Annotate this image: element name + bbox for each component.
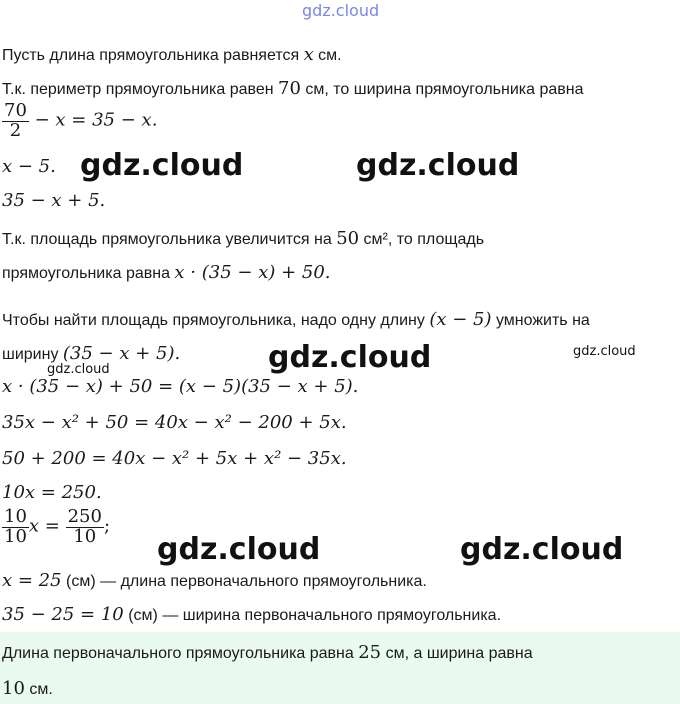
fraction-10-10 — [2, 508, 29, 547]
line-7-text: прямоугольника равна — [2, 265, 175, 282]
watermark: gdz.cloud — [80, 148, 244, 183]
fraction-denominator: 2 — [9, 119, 22, 141]
line-2 — [2, 78, 584, 99]
line-2-text: Т.к. периметр прямоугольника равен — [2, 81, 279, 98]
line-13: 10x = 250. — [2, 482, 102, 503]
line-8-text: Чтобы найти площадь прямоугольника, надо одну длину — [2, 312, 430, 329]
fraction-numerator: 250 — [67, 506, 102, 527]
line-10: x · (35 − x) + 50 = (x − 5)(35 − x + 5). — [2, 376, 359, 397]
line-7-math: x · (35 − x) + 50. — [174, 262, 331, 283]
watermark: gdz.cloud — [356, 148, 520, 183]
fraction-denominator: 10 — [73, 525, 97, 547]
answer-line-2-num: 10 — [2, 678, 25, 699]
line-6-tail: см², то площадь — [359, 231, 485, 248]
answer-line-2-tail: см. — [24, 681, 53, 698]
line-6-num: 50 — [336, 228, 360, 249]
line-12: 50 + 200 = 40x − x² + 5x + x² − 35x. — [2, 448, 347, 469]
line-1-text: Пусть длина прямоугольника равняется — [2, 47, 304, 64]
watermark-top: gdz.cloud — [302, 1, 380, 20]
line-15-math: x = 25 — [2, 570, 62, 591]
answer-line-1 — [2, 642, 533, 663]
line-14-tail: ; — [103, 515, 111, 537]
answer-line-2 — [2, 678, 53, 699]
line-14 — [2, 508, 110, 547]
answer-line-1-text: Длина первоначального прямоугольника равна — [2, 645, 359, 662]
watermark: gdz.cloud — [157, 532, 321, 567]
line-11: 35x − x² + 50 = 40x − x² − 200 + 5x. — [2, 412, 347, 433]
fraction-70-2 — [2, 102, 29, 141]
watermark: gdz.cloud — [573, 344, 636, 359]
line-3 — [2, 102, 157, 141]
fraction-numerator: 70 — [4, 100, 27, 121]
line-16-math: 35 − 25 = 10 — [2, 604, 124, 625]
line-15 — [2, 570, 427, 591]
line-9-math: (35 − x + 5). — [62, 343, 181, 364]
fraction-denominator: 10 — [4, 525, 27, 547]
line-5: 35 − x + 5. — [2, 190, 106, 211]
line-15-text: (см) — длина первоначального прямоугольника. — [61, 573, 427, 590]
line-9-text: ширину — [2, 346, 63, 363]
watermark: gdz.cloud — [47, 362, 110, 377]
line-14-mid: x = — [28, 515, 66, 537]
fraction-numerator: 10 — [4, 506, 27, 527]
line-6-text: Т.к. площадь прямоугольника увеличится на — [2, 231, 337, 248]
line-2-tail: см, то ширина прямоугольника равна — [300, 81, 584, 98]
line-3-math: − x = 35 − x. — [28, 109, 158, 131]
watermark: gdz.cloud — [460, 532, 624, 567]
line-8-tail: умножить на — [491, 312, 590, 329]
line-4: x − 5. — [2, 156, 56, 177]
answer-line-1-num: 25 — [358, 642, 382, 663]
watermark: gdz.cloud — [268, 340, 432, 375]
line-16 — [2, 604, 501, 625]
line-6 — [2, 228, 484, 249]
line-2-num: 70 — [278, 78, 301, 99]
line-1 — [2, 44, 342, 65]
line-8-math: (x − 5) — [429, 309, 492, 330]
line-16-text: (см) — ширина первоначального прямоугольника. — [123, 607, 502, 624]
fraction-250-10 — [66, 508, 104, 547]
line-9 — [2, 343, 180, 364]
line-8 — [2, 309, 590, 330]
line-7 — [2, 262, 331, 283]
line-1-math: x — [303, 44, 314, 65]
answer-line-1-tail: см, а ширина равна — [381, 645, 533, 662]
line-1-tail: см. — [313, 47, 342, 64]
